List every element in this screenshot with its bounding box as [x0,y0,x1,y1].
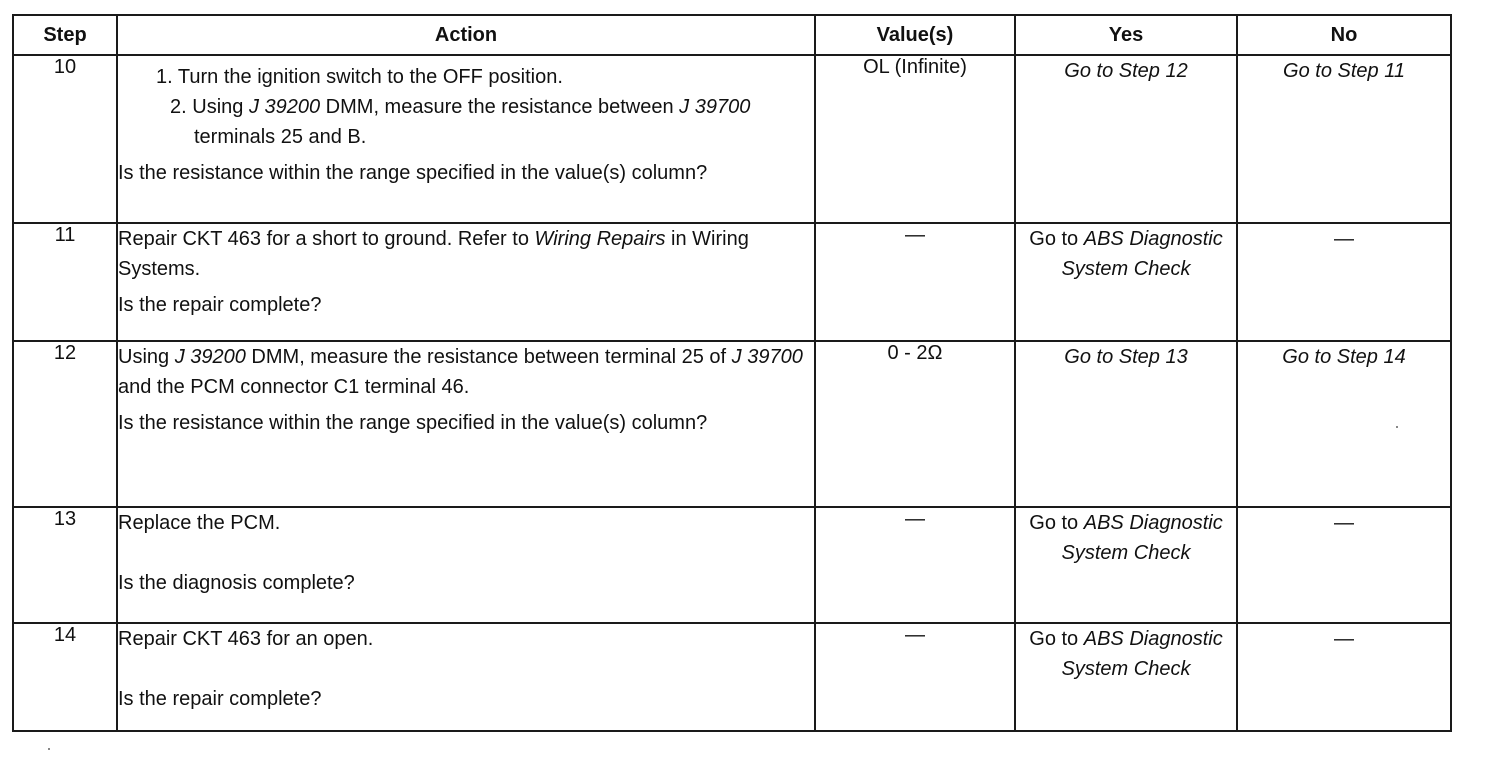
action-question: Is the resistance within the range specified in the value(s) column? [118,412,708,434]
no-cell: — [1237,223,1451,341]
action-cell [117,223,815,341]
no-cell: — [1237,507,1451,623]
step-number: 14 [13,623,117,731]
header-step: Step [13,15,117,55]
action-cell [117,341,815,507]
yes-link[interactable]: Go to Step 13 [1064,346,1188,368]
action-text: Repair CKT 463 for a short to ground. Refer to Wiring Repairs in Wiring Systems. [118,228,749,280]
tool-ref: J 39200 [248,96,321,118]
action-step: 1. Turn the ignition switch to the OFF position. [156,66,563,88]
table-row [13,55,1451,223]
value-cell: 0 - 2Ω [815,341,1015,507]
action-cell [117,623,815,731]
action-cell [117,507,815,623]
action-steps [118,62,814,152]
yes-cell: Go to ABS Diagnostic System Check [1015,623,1237,731]
value-cell: — [815,507,1015,623]
yes-link[interactable]: ABS Diagnostic System Check [1061,628,1223,680]
yes-cell: Go to ABS Diagnostic System Check [1015,223,1237,341]
scan-speck [48,748,50,750]
action-text: Using J 39200 DMM, measure the resistance between terminal 25 of J 39700 and the PCM connector C1 terminal 46. [118,346,803,398]
yes-cell: Go to ABS Diagnostic System Check [1015,507,1237,623]
action-question: Is the repair complete? [118,294,322,316]
action-question: Is the repair complete? [118,688,322,710]
tool-ref: J 39700 [731,346,803,368]
header-values: Value(s) [815,15,1015,55]
yes-cell [1015,341,1237,507]
header-no: No [1237,15,1451,55]
diagnostic-table [12,14,1452,732]
step-number: 11 [13,223,117,341]
header-action: Action [117,15,815,55]
no-cell: — [1237,623,1451,731]
no-cell [1237,55,1451,223]
header-row [13,15,1451,55]
tool-ref: J 39700 [679,96,751,118]
action-step: 2. Using J 39200 DMM, measure the resistance between J 39700 terminals 25 and B. [170,96,751,148]
value-cell: — [815,223,1015,341]
table-row [13,507,1451,623]
no-link[interactable]: Go to Step 11 [1283,60,1405,82]
value-cell: — [815,623,1015,731]
scan-speck [1396,426,1398,428]
yes-link[interactable]: Go to Step 12 [1064,60,1188,82]
value-cell: OL (Infinite) [815,55,1015,223]
action-question: Is the resistance within the range specified in the value(s) column? [118,162,708,184]
step-number: 13 [13,507,117,623]
no-cell [1237,341,1451,507]
no-link[interactable]: Go to Step 14 [1282,346,1406,368]
yes-link[interactable]: ABS Diagnostic System Check [1061,228,1223,280]
step-number: 12 [13,341,117,507]
step-number: 10 [13,55,117,223]
action-cell [117,55,815,223]
reference-link[interactable]: Wiring Repairs [534,228,666,250]
table-row [13,223,1451,341]
table-row [13,623,1451,731]
table-row [13,341,1451,507]
tool-ref: J 39200 [174,346,246,368]
action-text: Repair CKT 463 for an open. [118,628,374,650]
action-text: Replace the PCM. [118,512,281,534]
yes-cell [1015,55,1237,223]
action-question: Is the diagnosis complete? [118,572,355,594]
header-yes: Yes [1015,15,1237,55]
yes-link[interactable]: ABS Diagnostic System Check [1061,512,1223,564]
